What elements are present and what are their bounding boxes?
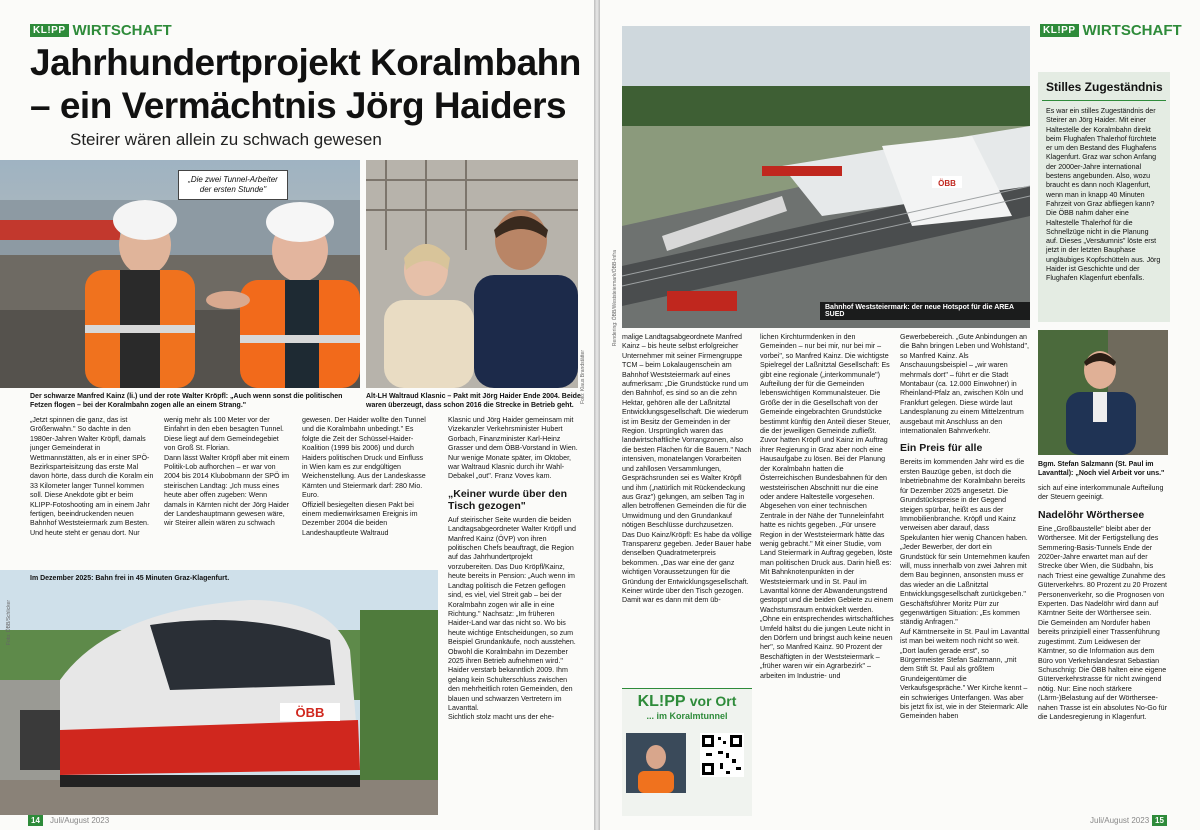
article-text: Auf steirischer Seite wurden die beiden Landtagsabgeordneter Walter Kröpfl und Manfred Kainz (ÖVP) von ihren politischen Chefs beauftragt, die Region auf das Jahrhundertprojekt vorzubereiten. Das Duo Kröpfl/Kainz, heute bereits in Pension: „Auch wenn im Landtag politisch die Fetzen geflogen sind, es viel, viel Streit gab – bei der Koralmbahn zogen wir alle in eine Richtung." Nachsatz: „Im früheren Haider-Land war das nicht so. Wo bis heute wichtige Entscheidungen, so zum Beispiel Grundankäufe, noch ausstehen. Obwohl die Koralmbahn im Dezember 2025 ihren Betrieb aufnehmen wird." Haider verstarb bekanntlich 2009. Ihm gelang kein Schulterschluss zwischen den mehrheitlich roten Gemeinden, den blauen und schwarzen Vertretern im Lavanttal. Sichtlich stolz macht uns der ehe-: [448, 515, 576, 722]
klipp-vor-ort-logo: KL!PP: [637, 693, 686, 710]
caption-mayor: Bgm. Stefan Salzmann (St. Paul im Lavanttal): „Noch viel Arbeit vor uns.": [1038, 461, 1165, 477]
klipp-vor-ort-title: [622, 693, 752, 711]
page-number: 14: [28, 815, 43, 826]
article-column-4: [1038, 484, 1170, 804]
article-text: sich auf eine interkommunale Aufteilung der Steuern geeinigt.: [1038, 484, 1164, 502]
rubric-label: WIRTSCHAFT: [72, 22, 172, 39]
photo-credit: Foto: Klaus Brandstätter: [580, 350, 586, 404]
station-sign: ÖBB: [938, 179, 956, 188]
article-column-3: [900, 333, 1030, 818]
station-caption: Bahnhof Weststeiermark: der neue Hotspot für die AREA SUED: [820, 302, 1030, 320]
issue-date: Juli/August 2023: [50, 816, 110, 825]
photo-credit: Rendering: ÖBB/Weststeiermark/ÖBB-Infra: [612, 250, 618, 347]
tunnel-worker-thumbnail: [626, 733, 686, 793]
section-heading: „Keiner wurde über den Tisch gezogen": [448, 487, 568, 512]
sidebox-stilles-zugestaendnis: [1038, 72, 1170, 322]
klipp-vor-ort-suffix: vor Ort: [689, 693, 737, 709]
article-column-2: [760, 333, 894, 818]
photo-station: [622, 26, 1030, 328]
caption-train: Im Dezember 2025: Bahn frei in 45 Minuten Graz-Klagenfurt.: [30, 575, 230, 582]
page-number: 15: [1152, 815, 1167, 826]
train-brand-logo: ÖBB: [295, 705, 325, 720]
caption-klasnic-haider: Alt-LH Waltraud Klasnic – Pakt mit Jörg Haider Ende 2004. Beide waren überzeugt, dass schon 2016 die Strecke in Betrieb geht.: [366, 393, 581, 409]
article-column-1: [30, 416, 156, 566]
article-text: Bereits im kommenden Jahr wird es die ersten Bauzüge geben, ist doch die Inbetriebnahme der Koralmbahn bereits für Dezember 2025 angesetzt. Die Grundstückspreise in der Gegend steigen spürbar, heißt es aus der Immobilienbranche. Kröpfl und Kainz verweisen aber darauf, dass Spekulanten hier wenig Chancen haben. „Jeder Bewerber, der dort ein Grundstück für sein Unternehmen kaufen will, muss innerhalb von zwei Jahren mit dem Bau beginnen, ansonsten muss er das wieder an die Laßnitztal Entwicklungsgesellschaft zurückgeben." Geschäftsführer Moritz Pürr zur gegenwärtigen Situation: „Es kommen ständig Anfragen." Auf Kärntnerseite in St. Paul im Lavanttal ist man bei weitem noch nicht so weit. „Dort laufen gerade erst", so Bürgermeister Stefan Salzmann, „mit dem Stift St. Paul als größtem Grundeigentümer die Verkaufsgespräche." Wer Kirche kennt – ein schwieriges Unterfangen. Was aber bis jetzt fix ist, wie in der Steiermark: Alle Gemeinden haben: [900, 458, 1030, 721]
article-text: Klasnic und Jörg Haider gemeinsam mit Vizekanzler Verkehrsminister Hubert Gorbach, Finanzminister Karl-Heinz Grasser und dem ÖBB-Vorstand in Wien. Nur wenige Monate später, im Oktober, war Waltraud Klasnic durch ihr Wahl-Debakel „out". Franz Voves kam.: [448, 416, 578, 481]
photo-kainz-kroepfl: [0, 160, 360, 388]
photo-mayor-image: [1038, 330, 1168, 455]
article-column-3: [302, 416, 430, 566]
rubric-label: WIRTSCHAFT: [1082, 22, 1182, 39]
headline-line-2: – ein Vermächtnis Jörg Haiders: [30, 85, 567, 126]
photo-train: [0, 570, 438, 815]
klipp-vor-ort-subtitle: ... im Koralmtunnel: [646, 711, 728, 721]
article-text: gewesen. Der Haider wollte den Tunnel und die Koralmbahn unbedingt." Es folgte die Zeit der Schüssel-Haider-Koalition (1999 bis 2006) und durch Haiders politischen Druck und Einfluss in Wien kam es zur endgültigen Weichenstellung. Aus der Landeskasse Kärnten und Steiermark darf: 280 Mio. Euro. Offiziell besiegelten diesen Pakt bei einem medienwirksamen Ereignis im Dezember 2004 die beiden Landeshauptleute Waltraud: [302, 416, 426, 537]
photo-train-image: [0, 570, 438, 815]
article-text: „Jetzt spinnen die ganz, das ist Größenwahn." So dachte in den 1980er-Jahren Walter Kröpfl, damals junger Gemeinderat in Wettmannstätten, als er in einer SPÖ-Bezirksparteisitzung das erste Mal davon hörte, dass durch die Koralm ein 33 Kilometer langer Tunnel kommen soll. Diese Anekdote gibt er beim KLIPP-Fotoshooting am in einem Jahr fertigen, beeindruckenden neuen Bahnhof Weststeiermark zum Besten. Und heute steht er genau dort. Nur: [30, 416, 154, 537]
photo-station-image: [622, 26, 1030, 328]
headline-line-1: Jahrhundertprojekt Koralmbahn: [30, 42, 581, 83]
rubric: [30, 22, 172, 39]
article-text: wenig mehr als 100 Meter vor der Einfahrt in den eben besagten Tunnel. Diese liegt auf dem Gemeindegebiet von Groß St. Florian. Dann lässt Walter Kröpfl aber mit einem Politik-Lob aufhorchen – er war von 2004 bis 2014 Klubobmann der SPÖ im steirischen Landtag: „Ich muss eines heute aber offen zugeben: Wenn damals in Kärnten nicht der Jörg Haider der Landeshauptmann gewesen wäre, wir Steirer allein wären zu schwach: [164, 416, 290, 528]
right-page: [600, 0, 1200, 830]
sidebox-title: Stilles Zugeständnis: [1042, 72, 1166, 101]
section-heading: Nadelöhr Wörthersee: [1038, 508, 1145, 521]
photo-mayor: [1038, 330, 1168, 455]
quote-bubble: „Die zwei Tunnel-Arbeiter der ersten Stunde": [178, 170, 288, 200]
rubric: [1040, 22, 1182, 39]
issue-date: Juli/August 2023: [1090, 816, 1150, 825]
article-text: Gewerbebereich. „Gute Anbindungen an die Bahn bringen Leben und Wohlstand", so Manfred Kainz. Als Anschauungsbeispiel – „wir waren mehrmals dort" – führt er die Stadt Montabaur (ca. 12.000 Einwohner) in Rheinland-Pfalz an, zwischen Köln und Frankfurt gelegen. Diese würde laut Landesplanung zu einem Mittelzentrum ausgebaut mit Anschluss an den internationalen Bahnverkehr.: [900, 333, 1029, 436]
klipp-vor-ort-box: [622, 688, 752, 816]
subline: Steirer wären allein zu schwach gewesen: [70, 130, 382, 149]
article-text: malige Landtagsabgeordnete Manfred Kainz – bis heute selbst erfolgreicher Unternehmer mit seiner Firmengruppe TCM – beim Lokalaugenschein am Bahnhof Weststeiermark auf eines aufmerksam: „Die Grundstücke rund um den Bahnhof, es sind so an die zehn Hektar, gehören alle der Laßnitztal Entwicklungsgesellschaft. Die wiederum ist im Besitz der Gemeinden in der Region. Ursprünglich waren das landwirtschaftliche Vorrangzonen, also die besten Flächen für die Bauern." Nach intensiven, monatelangen Vorarbeiten und zahllosen Versammlungen, Gesprächsrunden sei es Walter Kröpfl und ihm („natürlich mit Rückendeckung aus Graz") gelungen, am selben Tag in allen betroffenen Gemeinden die für die Umwidmung und den Grundankauf nötigen Beschlüsse durchzusetzen. Das Duo Kainz/Kröpfl: Es habe da völlige Transparenz gegeben. Jeder Bauer habe denselben Quadratmeterpreis bekommen. „Das war eine der ganz wichtigen Voraussetzungen für die Gründung der Entwicklungsgesellschaft. Keiner würde über den Tisch gezogen. Damit war es dann mit dem üb-: [622, 333, 752, 605]
photo-credit: Foto: ÖBB/Schlicker: [6, 600, 12, 646]
klipp-logo: KL!PP: [1040, 24, 1079, 37]
article-text: lichen Kirchturmdenken in den Gemeinden – nur bei mir, nur bei mir – vorbei", so Manfred Kainz. Die wichtigste Spielregel der Laßnitztal Gesellschaft: Es gibt eine regionale („interkommunale") Aufteilung der für die Gemeinden lebenswichtigen Kommunalsteuer. Die Größe der in die Gesellschaft von der Gemeinde eingebrachten Grundstücke bestimmt künftig den Anteil dieser Steuer, die der jeweiligen Gemeinde zufließt. Zuvor hatten Kröpfl und Kainz im Auftrag ihrer Regierung in Graz aber noch eine Hausaufgabe zu lösen. Bei der Planung der Koralmbahn hatten die Österreichischen Bundesbahnen für den weststeirischen Abschnitt nur die eine oder andere Haltestelle vorgesehen. Abgesehen von einer technischen Zentrale in der Nähe der Tunneleinfahrt hatte es nichts gegeben. „Für unsere Region in der Weststeiermark hätte das wenig gebracht." Mit einer Studie, vom Land Steiermark in Auftrag gegeben, löste man politischen Druck aus. Darin hieß es: Mit Bahnknotenpunkten in der Weststeiermark und in St. Paul im Lavanttal könne der Abwanderungstrend gestoppt und die beiden Gebiete zu einem Wachstumsraum entwickelt werden. „Ohne ein entsprechendes wirtschaftliches Umfeld hältst du die jungen Leute nicht in den Dörfern und bringst auch keine neuen her", so Manfred Kainz. 90 Prozent der Beschäftigten in der Weststeiermark – „früher waren wir ein Agrarbezirk" – arbeiten im Industrie- und: [760, 333, 894, 680]
article-column-1: [622, 333, 752, 685]
klipp-logo: KL!PP: [30, 24, 69, 37]
section-heading: Ein Preis für alle: [900, 442, 983, 455]
qr-code-icon[interactable]: [700, 733, 744, 777]
photo-klasnic-haider: [366, 160, 578, 388]
article-text: Eine „Großbaustelle" bleibt aber der Wörthersee. Mit der Fertigstellung des Semmering-Basis-Tunnels Ende der 2020er-Jahre erwartet man auf der Strecke über Wien, die Südbahn, bis nach Triest eine gewaltige Zunahme des Güterverkehrs. 80 Prozent zu 20 Prozent Personenverkehr, so die Prognosen von Experten. Das Nadelöhr wird dann auf Kärntner Seite der Wörthersee sein. Die Gemeinden am Nordufer haben bereits prinzipiell einer Trassenführung zugestimmt. Zum Leidwesen der Kärntner, so die Information aus dem Büro von Verkehrslandesrat Sebastian Schuschnig: Die ÖBB halten eine eigene Güterverkehrstrasse für nicht zwingend nötig. Nur: Eine noch stärkere (Lärm-)Belastung auf der Wörthersee-nahen Trasse ist ein absolutes No-Go für die Landesregierung in Klagenfurt.: [1038, 524, 1167, 721]
caption-kainz-kroepfl: Der schwarze Manfred Kainz (li.) und der rote Walter Kröpfl: „Auch wenn sonst die politischen Fetzen flogen – bei der Koralmbahn zogen alle an einem Strang.": [30, 393, 343, 409]
article-column-2: [164, 416, 290, 566]
photo-klasnic-haider-image: [366, 160, 578, 388]
left-page: [0, 0, 594, 830]
article-column-4: [448, 416, 578, 822]
sidebox-text: Es war ein stilles Zugeständnis der Steirer an Jörg Haider. Mit einer Haltestelle der Koralmbahn direkt beim Flughafen Thalerhof fürchtete er um den Bestand des Flughafens Klagenfurt. Graz war schon Anfang der 2000er-Jahre international bestens angebunden. Also, wozu braucht es dann noch Klagenfurt, wenn man in knapp 40 Minuten Fahrzeit von Graz abfliegen kann? Die ÖBB nahm daher eine Haltestelle Thalerhof für die Schnellzüge nicht in die Planung auf. Dieses „Versäumnis" löste erst jetzt in der letzten Bauphase ungläubiges Kopfschütteln aus. Jörg Haider ist Geschichte und der Flughafen Klagenfurt ebenfalls.: [1046, 107, 1161, 283]
